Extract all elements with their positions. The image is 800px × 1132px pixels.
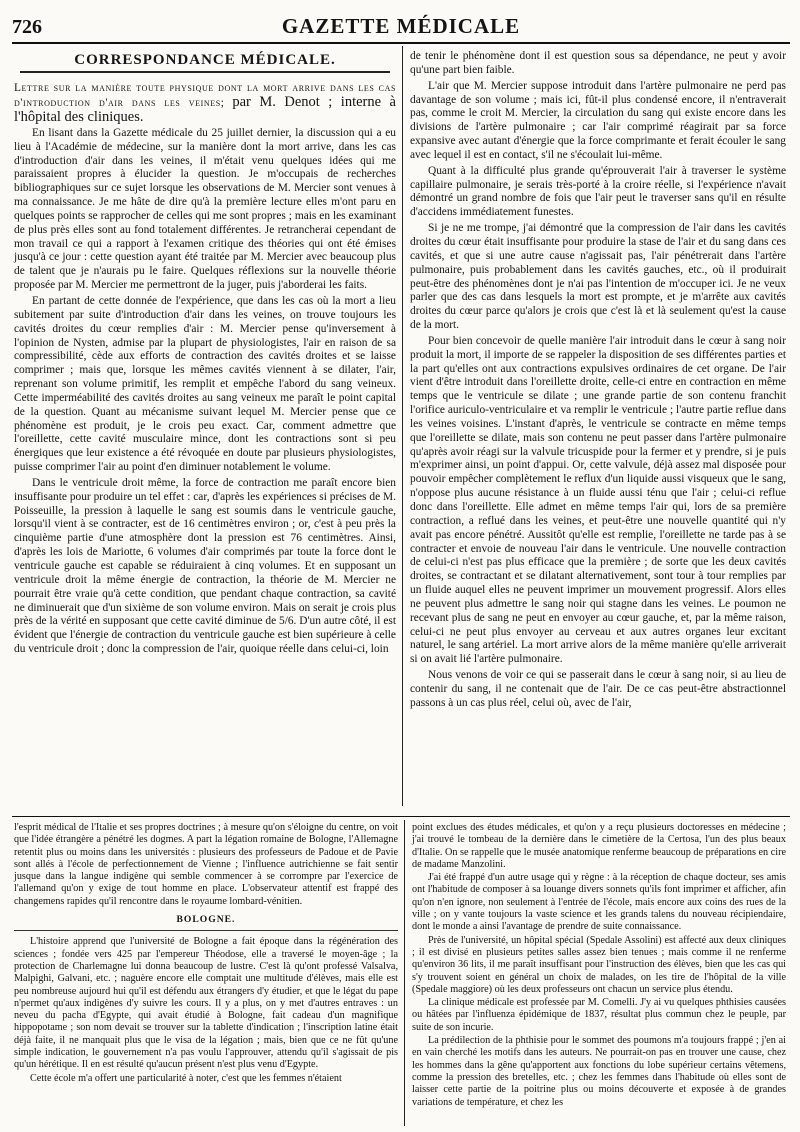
- section-rule: [12, 816, 790, 817]
- column-divider: [402, 46, 403, 806]
- lower-paragraph: Près de l'université, un hôpital spécial (Spedale Assolini) est affecté aux deux cliniques ; il est divisé en plusieurs petites salles assez bien tenues ; mais comme il ne renferme qu'environ 36 lits, il me paraît insuffisant pour l'instruction des élèves, bien que les cas qui s'y trouvent soient en général un choix de malades, on les tire de l'hôpital de la ville (Spedale maggiore) où les deux professeurs ont chacun un service plus étendu.: [412, 934, 786, 995]
- lower-paragraph: Cette école m'a offert une particularité à noter, c'est que les femmes n'étaient: [30, 1072, 342, 1084]
- article-paragraph: Pour bien concevoir de quelle manière l'air introduit dans le cœur à sang noir produit la mort, il importe de se rappeler la disposition de ses différentes parties et la part qu'elles ont aux contractions expulsives ordinaires de cet organe. De l'air vient d'être introduit dans l'oreillette droite, celle-ci entre en contraction en même temps que le ventricule se dilate ; une grande partie de son contenu franchit l'orifice auriculo-ventriculaire et va remplir le ventricule ; l'autre partie reflue dans les veines voisines. L'instant d'après, le ventricule se contracte en même temps que l'oreillette se dilate, mais son contenu ne peut passer dans l'artère pulmonaire qu'après avoir réagi sur la valvule tricuspide pour la fermer et y prendre, si je puis m'exprimer ainsi, un point d'appui. Or, cette valvule, déjà assez mal disposée pour pouvoir empêcher complètement le reflux d'un liquide aussi visqueux que le sang, n'oppose plus aucune résistance à un fluide aussi ténu que l'air ; celui-ci reflue donc dans l'oreillette. Elle admet en même temps l'air qui, lors de sa première contraction, a reflué dans les veines, et peut-être une nouvelle quantité qui n'y avait pas encore pénétré. Aussitôt qu'elle est remplie, l'oreillette ne tarde pas à se contracter et envoie de nouveau l'air dans le ventricule. Une nouvelle contraction de celui-ci n'est pas plus efficace que la première ; de sorte que les deux cavités droites, se contractant et se dilatant alternativement, sont tour à tour remplies par un fluide auquel elles ne peuvent imprimer un mouvement progressif. Alors elles ne peuvent plus admettre le sang noir qui stagne dans les veines. Le poumon ne recevant plus de sang ne peut en envoyer au cœur gauche, et, par la même raison, celui-ci ne peut plus envoyer au cerveau et aux autres organes leur excitant naturel, le sang artériel. La mort arrive alors de la même manière qu'elle arriverait si on avait lié l'artère pulmonaire.: [410, 334, 786, 666]
- article-paragraph: Si je ne me trompe, j'ai démontré que la compression de l'air dans les cavités droites du cœur était insuffisante pour produire la stase de l'air et du sang dans ces cavités, et que si une autre cause n'agissait pas, l'air pénétrerait dans l'artère pulmonaire, puis probablement dans les cavités gauches, etc., où il produirait peut-être des phénomènes dont je n'ai pas l'intention de m'occuper ici. Je ne veux parler que des cas dans lesquels la mort est prompte, et je m'arrête aux cavités droites du cœur parce qu'alors je crois que c'est là et là seulement qu'est la cause de la mort.: [410, 222, 786, 332]
- subheading-rule: [14, 930, 398, 931]
- journal-title: GAZETTE MÉDICALE: [281, 14, 521, 38]
- article-title-author: par M. Denot ; interne à l'hôpital des cliniques.: [14, 93, 396, 125]
- lower-paragraph: L'histoire apprend que l'université de Bologne a fait époque dans la régénération des sciences ; fondée vers 425 par l'empereur Théodose, elle a traversé le moyen-âge ; la protection de Charlemagne lui donna beaucoup de lustre. C'est là qu'ont professé Valsalva, Malpighi, Galvani, etc. ; naguère encore elle comptait une multitude d'élèves, mais elle est peu nombreuse aujourd hui qu'il est défendu aux étrangers d'y étudier, et que le légat du pape n'permet qu'aux indigènes d'y suivre les cours. Il y a plus, on y met d'autres entraves : un neveu du pacha d'Egypte, qui avait étudié à Bologne, fait cadeau d'un magnifique hippopotame ; son nom devait se trouver sur la tablette d'indication ; l'inscription latine était déjà faite, il ne manquait plus que le visa de la légation ; mais, bien que ce ne fût qu'une simple indication, le gouvernement n'a pas voulu l'approuver, attendu qu'il s'agissait de pis qu'un hérétique. Il en est résulté qu'aucun présent n'est plus venu d'Egypte.: [14, 936, 398, 1071]
- lower-right-column: [412, 822, 786, 1110]
- article-paragraph: Dans le ventricule droit même, la force de contraction me paraît encore bien insuffisante pour produire un tel effet : car, d'après les expériences si précises de M. Poisseuille, la pression à laquelle le sang est soumis dans le ventricule gauche, lorsqu'il vient à se contracter, est de 16 centimètres environ ; or, c'est à peu près la cinquième partie d'une atmosphère dont la pression est 76 centimètres. Ainsi, d'après les lois de Mariotte, 6 volumes d'air comprimés par toute la force dont le ventricule gauche est capable se réduiraient à cinq volumes. Et en supposant un ventricule droit la même énergie de contraction, la théorie de M. Mercier ne pourrait être vraie qu'à cette condition, que pendant chaque contraction, sa cavité ne diminuerait que d'un sixième de son volume environ. Mais on serait je crois plus près de la vérité en supposant que cette cavité diminue de 5/6. D'un autre côté, il est évident que l'énergie de contraction du ventricule gauche est bien supérieure à celle du ventricule droit ; donc la compression de l'air, quoique réelle dans celui-ci, loin: [14, 476, 396, 656]
- lower-paragraph: l'esprit médical de l'Italie et ses propres doctrines ; à mesure qu'on s'éloigne du centre, on voit que l'idée étrangère a pénétré les dogmes. A part la légation romaine de Bologne, l'Allemagne retentit plus ou moins dans les universités : plusieurs des professeurs de Padoue et de Pavie sont allés à l'école de perfectionnement de Vienne ; l'influence autrichienne se fait sentir jusque dans la langue indigène qui semble commencer à se corrompre par l'exercice de l'allemand qu'on y exige de tout homme en place. L'observateur attentif est frappé des changemens rapides qu'il rencontre dans le royaume lombard-vénitien.: [14, 822, 398, 907]
- lower-column-divider: [404, 820, 405, 1126]
- article-right-column: [410, 50, 786, 713]
- article-paragraph: L'air que M. Mercier suppose introduit dans l'artère pulmonaire ne perd pas davantage de son volume ; mais ici, fût-il plus condensé encore, il n'entraverait pas, comme le croit M. Mercier, la circulation du sang qui existe encore dans les divisions de l'artère pulmonaire ; car l'air comprimé réagirait par sa force expansive avec autant d'énergie que la force comprimante et ferait écouler le sang avec lequel il est en contact, s'il ne s'écoulait lui-même.: [410, 79, 786, 161]
- article-paragraph: En partant de cette donnée de l'expérience, que dans les cas où la mort a lieu subitement par suite d'introduction d'air dans les veines, on trouve toujours les cavités droites du cœur remplies d'air : M. Mercier pense qu'inversement à l'opinion de Nysten, admise par la plupart de physiologistes, l'air en raison de sa compressibilité, cède aux efforts de contraction des cavités droites et se laisse comprimer ; mais que, lorsque les mêmes cavités viennent à se dilater, l'air, reprenant son volume primitif, les remplit et empêche l'abord du sang veineux. Cette imperméabilité des cavités droites au sang veineux me paraît le point capital de la question. Quant au mécanisme suivant lequel M. Mercier pense que ce phénomène est produit, je le crois peu exact. Car, comment admettre que l'oreillette, cette cavité musculaire mince, dont les contractions sont si peu énergiques que leur existence a été révoquée en doute par plusieurs physiologistes, puisse comprimer l'air au point d'en diminuer notablement le volume.: [14, 294, 396, 474]
- section-title-rule: [20, 71, 390, 73]
- page-header: [12, 12, 790, 38]
- article-paragraph: Nous venons de voir ce qui se passerait dans le cœur à sang noir, si au lieu de contenir du sang, il ne contenait que de l'air. De ce cas peut-être abstractionnel passons à un cas plus réel, celui où, avec de l'air,: [410, 669, 786, 709]
- article-title-caps: Lettre sur la manière toute physique dont la mort arrive dans les cas d'introduction d'air dans les veines;: [14, 81, 396, 109]
- lower-paragraph: La clinique médicale est professée par M. Comelli. J'y ai vu quelques phthisies causées ou hâtées par l'influenza épidémique de 1837, résultat plus commun chez le peuple, par suite de son incurie.: [412, 997, 786, 1033]
- lower-left-column: [14, 822, 398, 1086]
- article-title: [14, 81, 396, 125]
- article-paragraph: de tenir le phénomène dont il est question sous sa dépendance, ne peut y avoir qu'une part bien faible.: [410, 50, 786, 76]
- header-rule: [12, 42, 790, 44]
- article-paragraph: En lisant dans la Gazette médicale du 25 juillet dernier, la discussion qui a eu lieu à l'Académie de médecine, sur la manière dont la mort arrive, dans les cas d'introduction d'air dans les veines, il m'était venu quelques idées qui me paraissaient propres à élucider la question. Je m'occupais de recherches bibliographiques sur ce sujet lorsque les observations de M. Mercier sont venues à ma connaissance. Je me hâte de dire qu'à la première lecture elles m'ont paru en quelques points se rapprocher de celles qui me sont propres ; mais en les examinant de plus près elles sont au fond totalement différentes. Je retrancherai cependant de mon travail ce qui a rapport à l'examen critique des théories qui ont été émises jusqu'à ce jour : cette question ayant été traitée par M. Mercier avec beaucoup plus de talent que je n'aurais pu le faire. Quelques réflexions sur la nouvelle théorie proposée par M. Mercier me permettront de la juger, puis j'aborderai les faits.: [14, 126, 396, 292]
- lower-paragraph: La prédilection de la phthisie pour le sommet des poumons m'a toujours frappé ; j'en ai en vain cherché les motifs dans les auteurs. Ne pourrait-on pas en trouver une cause, chez les hommes dans la gêne qu'apportent aux fonctions du lobe supérieur certains vêtemens, comme la pression des bretelles, etc. ; chez les femmes dans l'habitude où elles sont de laisser cette partie de la poitrine plus ou moins découverte et exposée à de grandes variations de température, et chez les: [412, 1035, 786, 1108]
- lower-paragraph: point exclues des études médicales, et qu'on y a reçu plusieurs doctoresses en médecine ; j'ai trouvé le tombeau de la dernière dans le cimetière de la Certosa, l'un des plus beaux d'Italie. On se rappelle que le musée anatomique renferme beaucoup de préparations en cire de madame Manzolini.: [412, 822, 786, 870]
- section-title: CORRESPONDANCE MÉDICALE.: [74, 52, 336, 68]
- page-number: 726: [12, 16, 42, 38]
- article-left-column: [14, 48, 396, 659]
- subheading-bologne: BOLOGNE.: [176, 914, 236, 926]
- article-paragraph: Quant à la difficulté plus grande qu'éprouverait l'air à traverser le système capillaire pulmonaire, je serais très-porté à la croire réelle, si l'expérience n'avait démontré un grand nombre de fois que l'air peut le traverser sans qu'il en résulte d'accidens immédiatement funestes.: [410, 164, 786, 219]
- lower-paragraph: J'ai été frappé d'un autre usage qui y règne : à la réception de chaque docteur, ses amis ont l'habitude de composer à sa louange divers sonnets qu'ils font imprimer et afficher, afin qu'on n'en ignore, non seulement à l'entrée de l'école, mais encore aux coins des rues de la ville ; on y vante toujours la vaste science et les grands talens du nouveau récipiendaire, dont le monde a ainsi l'avantage de prendre de suite connaissance.: [412, 872, 786, 933]
